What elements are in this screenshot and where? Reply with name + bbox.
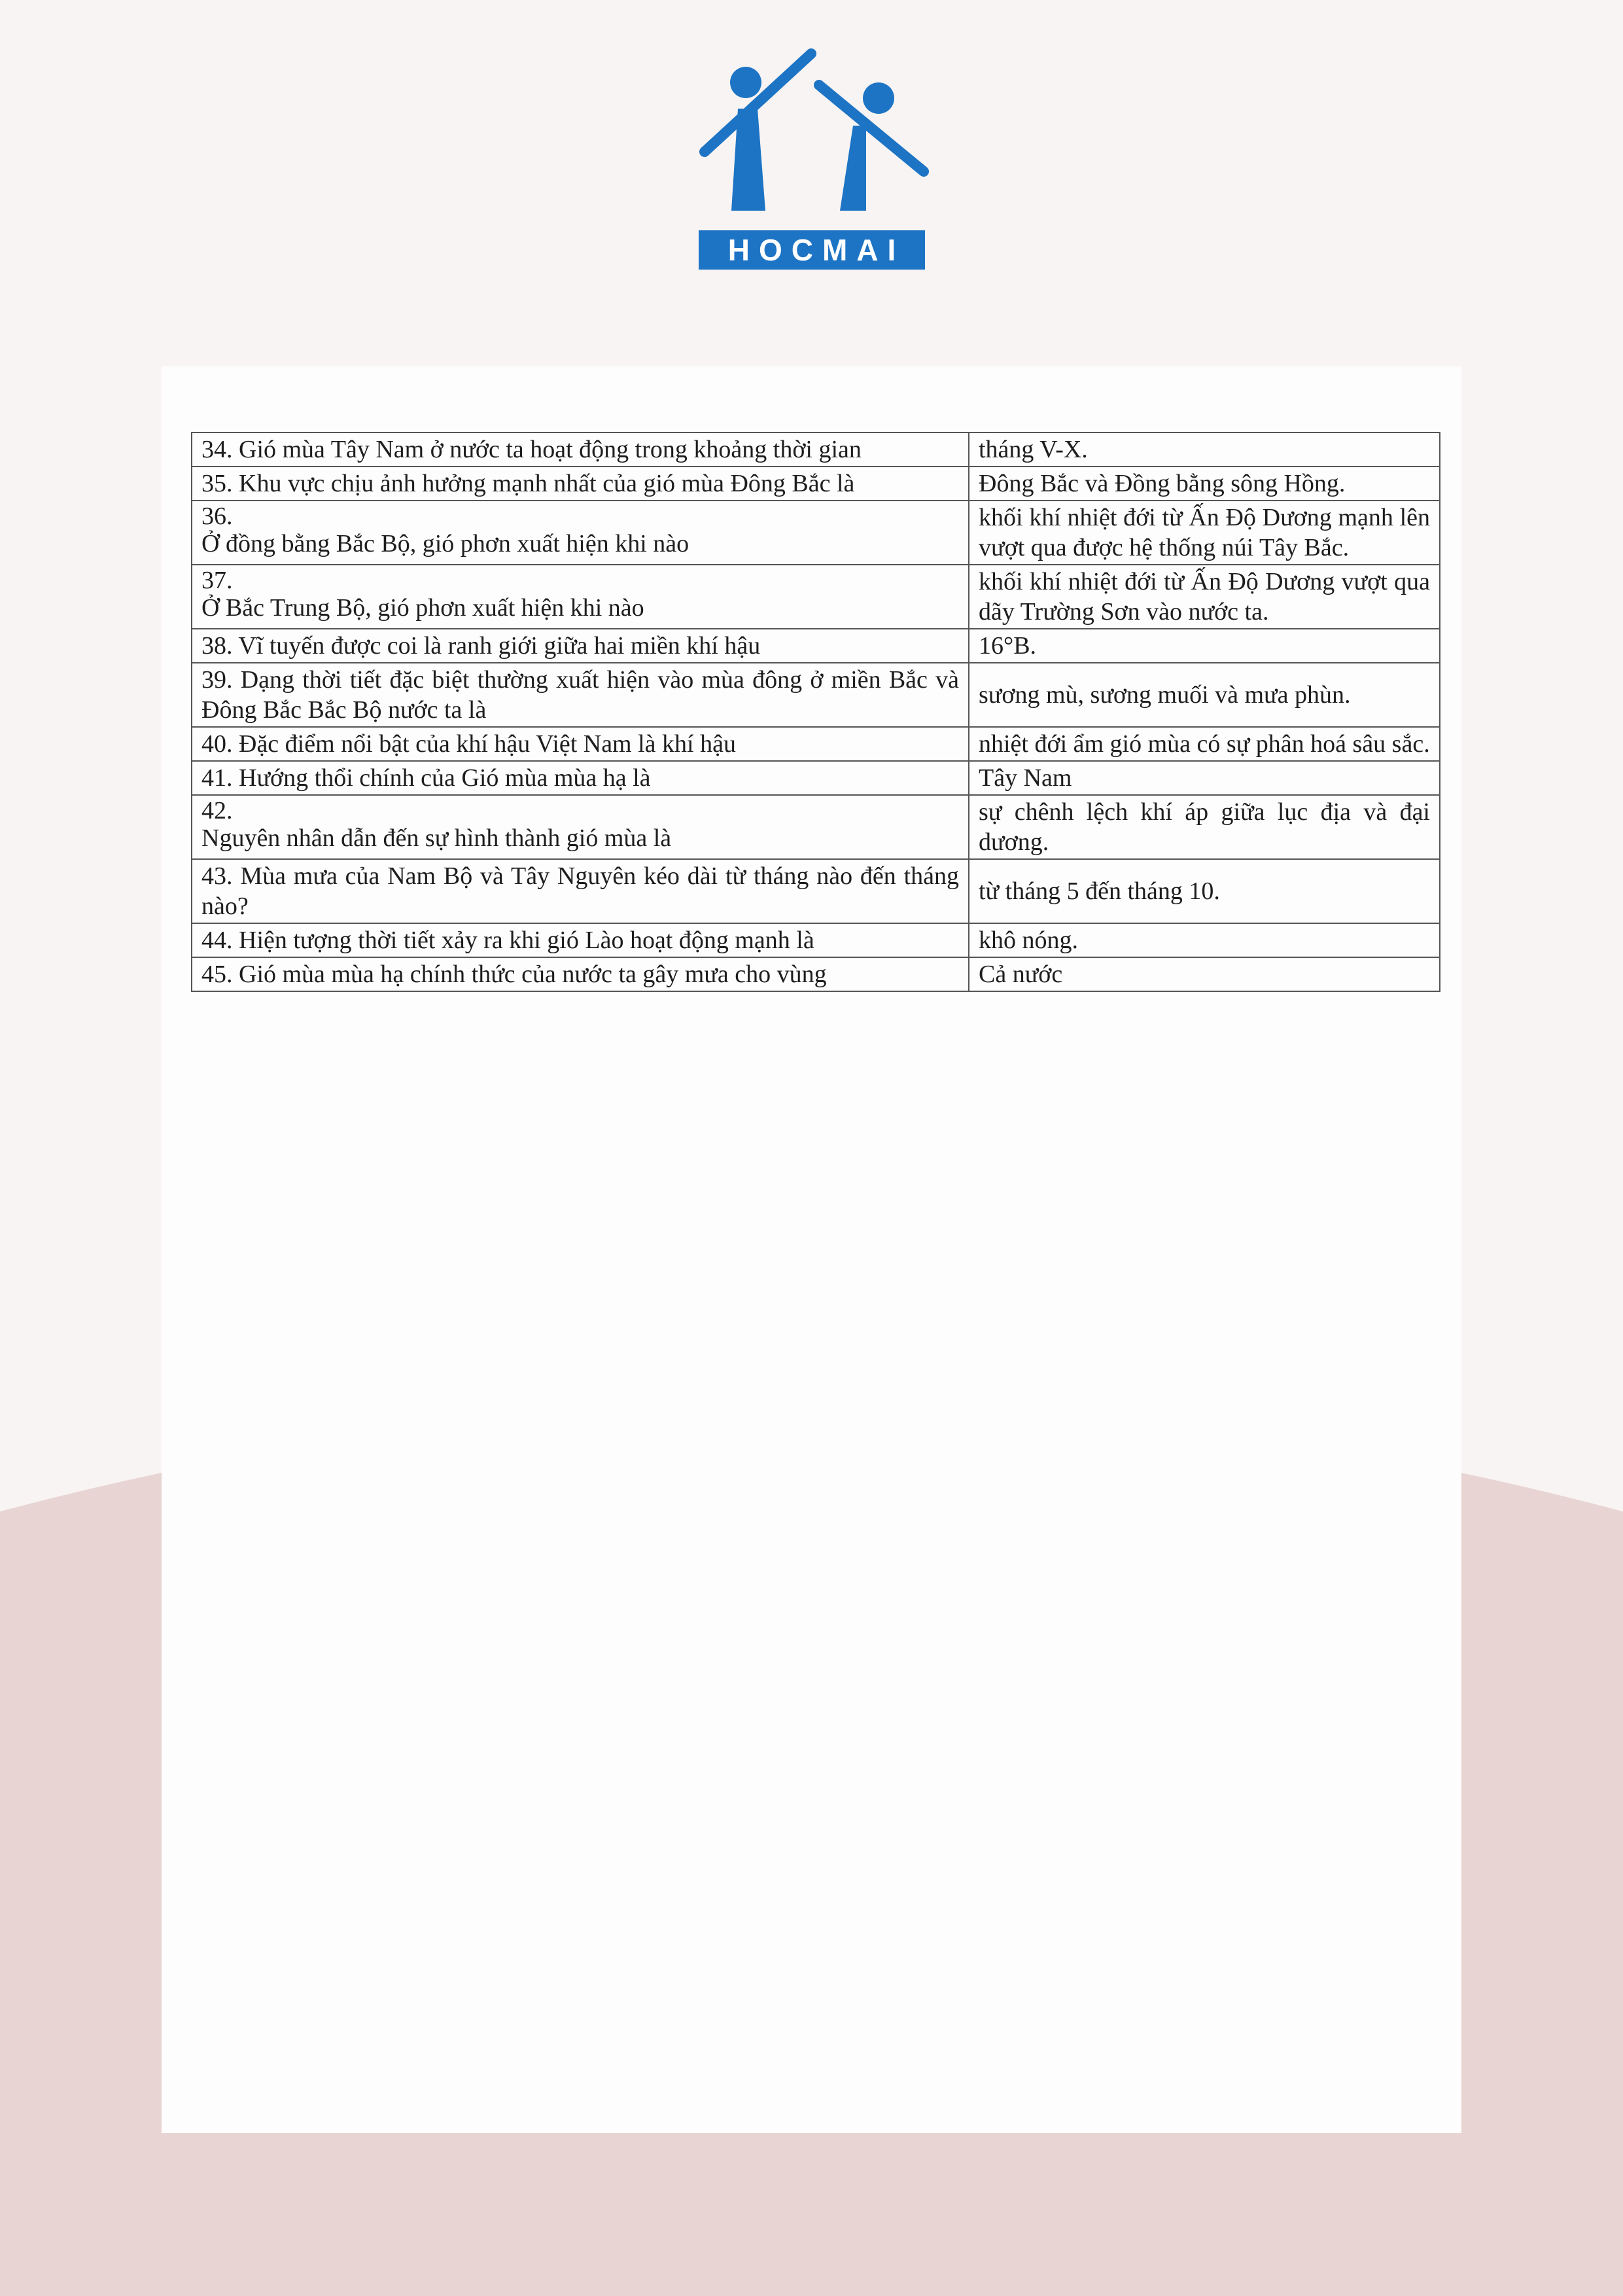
question-text: Hướng thổi chính của Gió mùa mùa hạ là [239, 764, 651, 792]
question-number: 41. [201, 764, 233, 792]
question-text: Hiện tượng thời tiết xảy ra khi gió Lào hoạt động mạnh là [239, 927, 814, 954]
question-number: 38. [201, 632, 233, 660]
question-text: Ở Bắc Trung Bộ, gió phơn xuất hiện khi nào [201, 594, 644, 622]
question-number: 36. [201, 503, 233, 530]
question-cell [192, 795, 969, 859]
table-row [192, 923, 1440, 957]
question-text: Gió mùa mùa hạ chính thức của nước ta gây mưa cho vùng [239, 961, 827, 988]
table-row [192, 565, 1440, 629]
question-cell [192, 433, 969, 467]
question-text: Đặc điểm nổi bật của khí hậu Việt Nam là khí hậu [239, 730, 736, 758]
answer-cell: sự chênh lệch khí áp giữa lục địa và đại dương. [969, 795, 1440, 859]
table-row [192, 501, 1440, 565]
hocmai-wordmark: HOCMAI [699, 230, 925, 270]
question-cell [192, 859, 969, 923]
answer-cell: Đông Bắc và Đồng bằng sông Hồng. [969, 467, 1440, 501]
question-cell [192, 501, 969, 565]
table-row [192, 859, 1440, 923]
answer-cell: sương mù, sương muối và mưa phùn. [969, 663, 1440, 727]
question-text: Gió mùa Tây Nam ở nước ta hoạt động trong khoảng thời gian [239, 436, 862, 463]
question-number: 34. [201, 436, 233, 463]
answer-cell: khối khí nhiệt đới từ Ấn Độ Dương vượt qua dãy Trường Sơn vào nước ta. [969, 565, 1440, 629]
answer-cell: từ tháng 5 đến tháng 10. [969, 859, 1440, 923]
question-cell [192, 663, 969, 727]
question-number: 40. [201, 730, 233, 758]
table-row [192, 795, 1440, 859]
table-row [192, 467, 1440, 501]
table-row [192, 957, 1440, 991]
question-cell [192, 565, 969, 629]
question-cell [192, 957, 969, 991]
question-number: 35. [201, 470, 233, 497]
question-text: Khu vực chịu ảnh hưởng mạnh nhất của gió mùa Đông Bắc là [239, 470, 855, 497]
question-number: 44. [201, 927, 233, 954]
question-text: Mùa mưa của Nam Bộ và Tây Nguyên kéo dài từ tháng nào đến tháng nào? [201, 862, 959, 920]
answer-cell: nhiệt đới ẩm gió mùa có sự phân hoá sâu sắc. [969, 727, 1440, 761]
document-sheet [162, 366, 1461, 2133]
answer-cell: Cả nước [969, 957, 1440, 991]
question-cell [192, 761, 969, 795]
question-number: 37. [201, 567, 233, 594]
answer-cell: Tây Nam [969, 761, 1440, 795]
question-number: 43. [201, 862, 233, 890]
question-cell [192, 923, 969, 957]
answer-cell: 16°B. [969, 629, 1440, 663]
question-text: Ở đồng bằng Bắc Bộ, gió phơn xuất hiện khi nào [201, 530, 689, 557]
table-row [192, 727, 1440, 761]
question-number: 42. [201, 797, 233, 824]
question-number: 39. [201, 666, 233, 694]
qa-table [191, 432, 1440, 992]
table-row [192, 663, 1440, 727]
table-row [192, 761, 1440, 795]
table-row [192, 629, 1440, 663]
question-number: 45. [201, 961, 233, 988]
question-cell [192, 467, 969, 501]
question-cell [192, 727, 969, 761]
question-cell [192, 629, 969, 663]
question-text: Vĩ tuyến được coi là ranh giới giữa hai miền khí hậu [238, 632, 761, 660]
question-text: Nguyên nhân dẫn đến sự hình thành gió mùa là [201, 824, 672, 852]
table-row [192, 433, 1440, 467]
question-text: Dạng thời tiết đặc biệt thường xuất hiện vào mùa đông ở miền Bắc và Đông Bắc Bắc Bộ nước ta là [201, 666, 960, 724]
answer-cell: khối khí nhiệt đới từ Ấn Độ Dương mạnh lên vượt qua được hệ thống núi Tây Bắc. [969, 501, 1440, 565]
answer-cell: khô nóng. [969, 923, 1440, 957]
answer-cell: tháng V-X. [969, 433, 1440, 467]
